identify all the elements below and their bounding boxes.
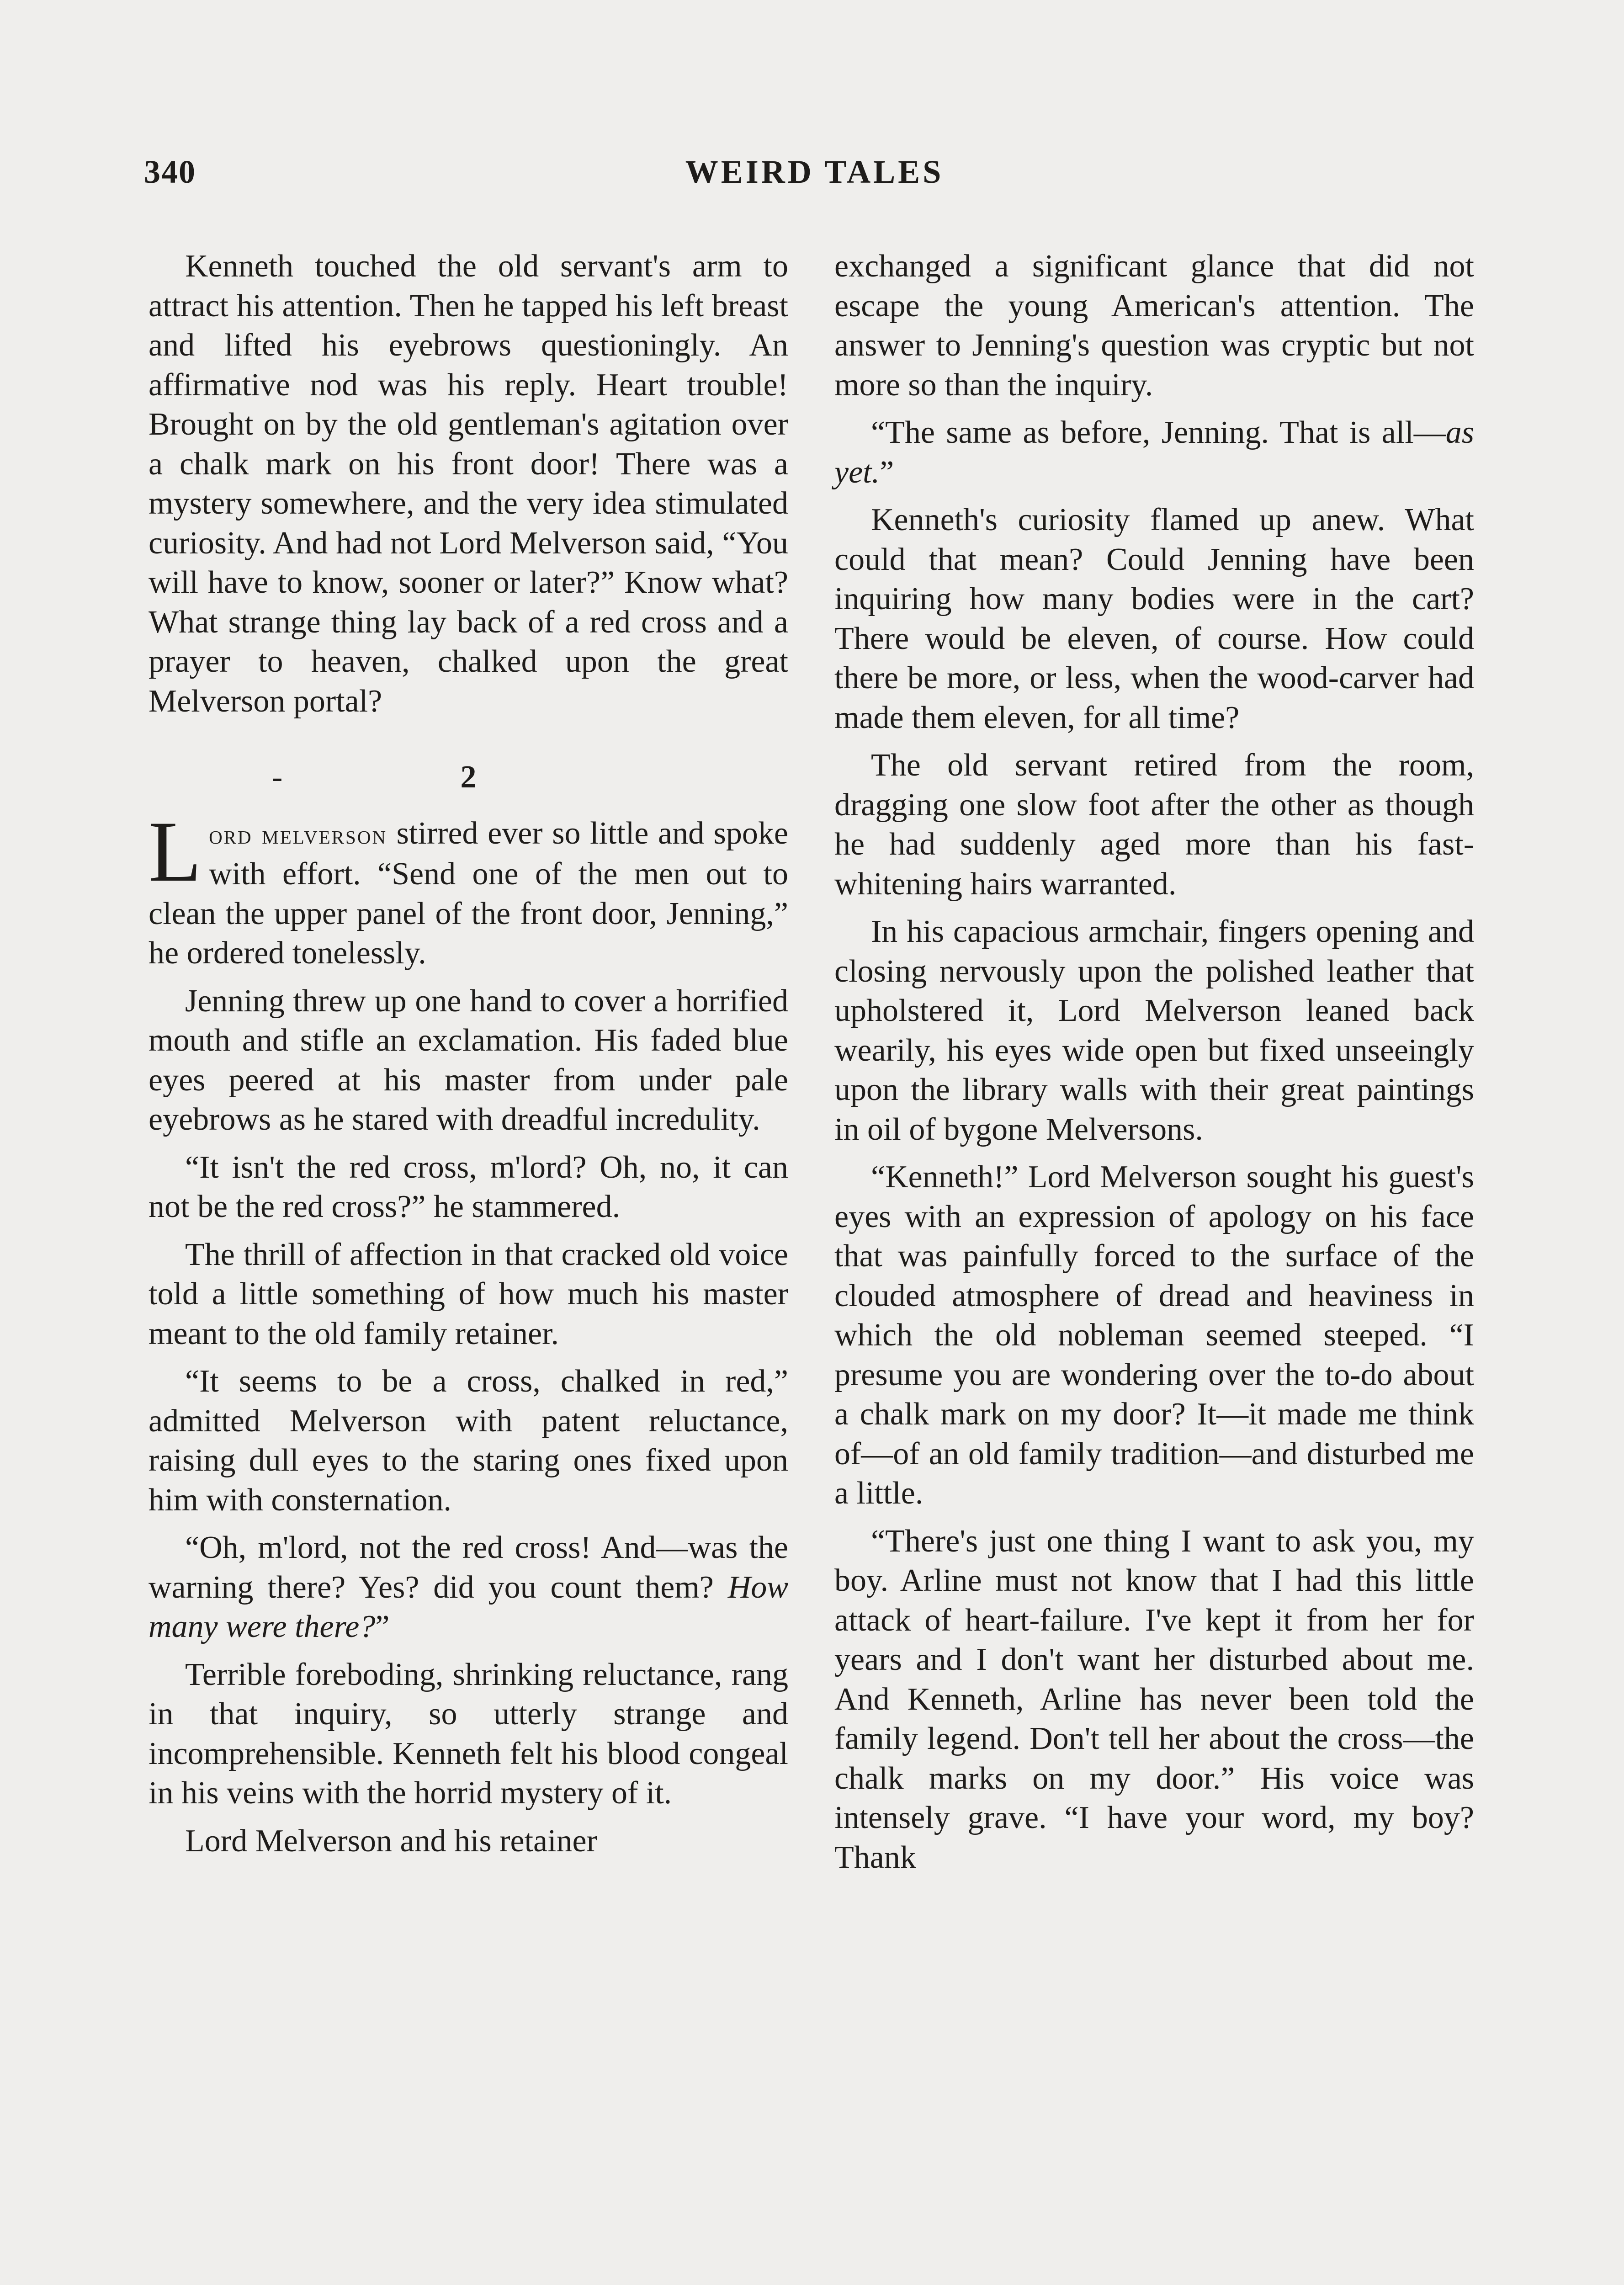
italic-text: How many were there? — [149, 1569, 788, 1644]
paragraph — [834, 413, 1474, 492]
magazine-title: WEIRD TALES — [685, 154, 944, 190]
paragraph-text: “Oh, m'lord, not the red cross! And—was the warning there? Yes? did you count them? — [149, 1530, 788, 1605]
small-caps-name: ord melverson — [209, 819, 387, 850]
section-heading — [149, 758, 788, 797]
paragraph-text: “The same as before, Jenning. That is all— — [871, 415, 1446, 450]
paragraph: “Kenneth!” Lord Melverson sought his guest's eyes with an expression of apology on his face that was painfully forced to the surface of the clouded atmosphere of dread and heaviness in which the old nobleman seemed steeped. “I presume you are wondering over the to-do about a chalk mark on my door? It—it made me think of—of an old family tradition—and disturbed me a little. — [834, 1159, 1474, 1511]
drop-cap-letter: L — [149, 803, 202, 900]
section-dash: - — [272, 760, 283, 795]
paragraph: Kenneth touched the old servant's arm to attract his attention. Then he tapped his left breast and lifted his eyebrows questioningly. An affirmative nod was his reply. Heart trouble! Brought on by the old gentleman's agitation over a chalk mark on his front door! There was a mystery somewhere, and the very idea stimulated curiosity. And had not Lord Melverson said, “You will have to know, sooner or later?” Know what? What strange thing lay back of a red cross and a prayer to heaven, chalked upon the great Melverson portal? — [149, 249, 788, 719]
paragraph: Lord Melverson and his retainer — [185, 1823, 597, 1859]
page-header — [144, 153, 1485, 203]
paragraph: Terrible foreboding, shrinking reluctance, rang in that inquiry, so utterly strange and incomprehensible. Kenneth felt his blood congeal in his veins with the horrid mystery of it. — [149, 1657, 788, 1811]
paragraph: “It isn't the red cross, m'lord? Oh, no, it can not be the red cross?” he stammered. — [149, 1149, 788, 1224]
paragraph-text: ” — [375, 1609, 390, 1644]
paragraph: “It seems to be a cross, chalked in red,” admitted Melverson with patent reluctance, raising dull eyes to the staring ones fixed upon him with consternation. — [149, 1364, 788, 1518]
paragraph-continued: exchanged a significant glance that did not escape the young American's attention. The answer to Jenning's question was cryptic but not more so than the inquiry. — [834, 249, 1474, 403]
italic-text: as yet. — [834, 415, 1474, 490]
paragraph: Kenneth's curiosity flamed up anew. What could that mean? Could Jenning have been inquiring how many bodies were in the cart? There would be eleven, of course. How could there be more, or less, when the wood-carver had made them eleven, for all time? — [834, 502, 1474, 735]
paragraph: In his capacious armchair, fingers opening and closing nervously upon the polished leather that upholstered it, Lord Melverson leaned back wearily, his eyes wide open but fixed unseeingly upon the library walls with their great paintings in oil of bygone Melversons. — [834, 914, 1474, 1147]
paragraph — [149, 1528, 788, 1647]
right-column — [834, 247, 1474, 1886]
section-number: 2 — [460, 760, 477, 795]
paragraph-text: stirred ever so little and spoke with effort. “Send one of the men out to clean the upper panel of the front door, Jenning,” he ordered tonelessly. — [149, 815, 788, 971]
left-column — [149, 247, 788, 1869]
page-number: 340 — [144, 154, 196, 190]
paragraph-dropcap — [149, 803, 788, 973]
paragraph: The thrill of affection in that cracked old voice told a little something of how much his master meant to the old family retainer. — [149, 1237, 788, 1351]
paragraph-text: ” — [880, 454, 894, 490]
paragraph: Jenning threw up one hand to cover a horrified mouth and stifle an exclamation. His faded blue eyes peered at his master from under pale eyebrows as he stared with dreadful incredulity. — [149, 983, 788, 1137]
paragraph: “There's just one thing I want to ask you, my boy. Arline must not know that I had this little attack of heart-failure. I've kept it from her for years and I don't want her disturbed about me. And Kenneth, Arline has never been told the family legend. Don't tell her about the cross—the chalk marks on my door.” His voice was intensely grave. “I have your word, my boy? Thank — [834, 1523, 1474, 1875]
paragraph: The old servant retired from the room, dragging one slow foot after the other as though he had suddenly aged more than his fast-whitening hairs warranted. — [834, 748, 1474, 902]
